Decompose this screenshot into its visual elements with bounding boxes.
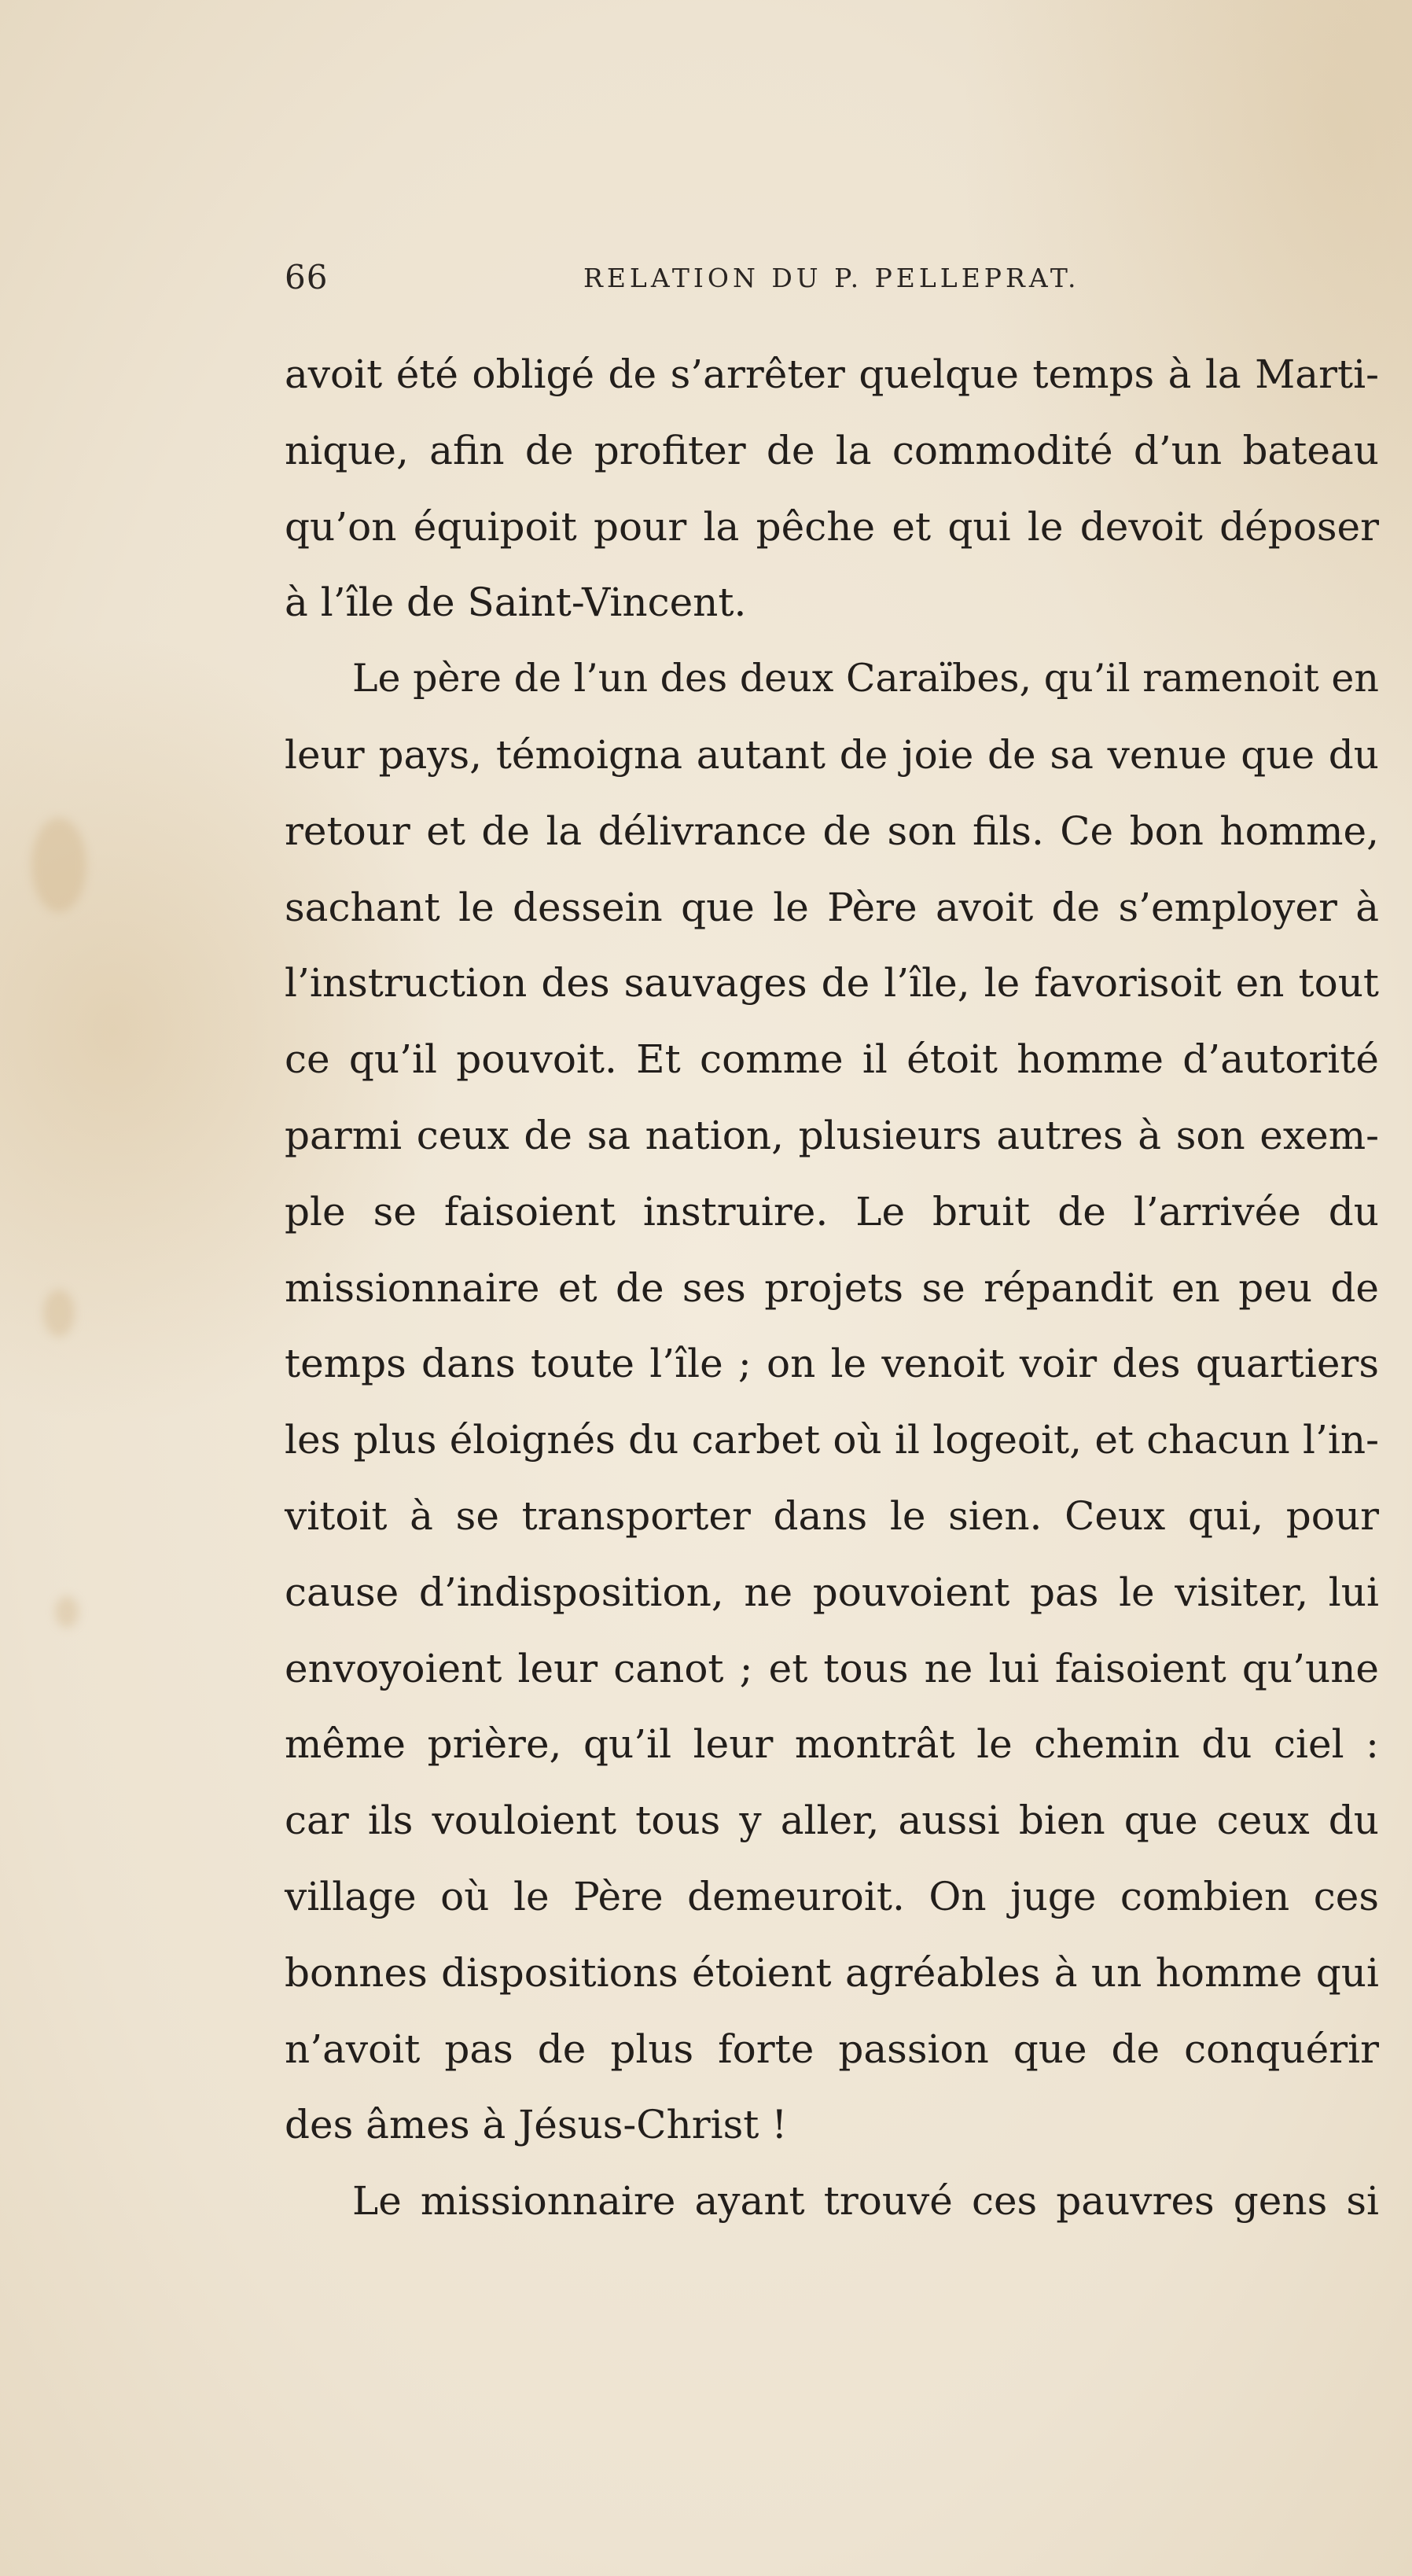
- text-line: à l’île de Saint-Vincent.: [285, 580, 747, 626]
- text-line: même prière, qu’il leur montrât le chemin du ciel :: [285, 1721, 1379, 1768]
- paper-stain: [43, 1290, 75, 1337]
- text-line: les plus éloignés du carbet où il logeoit, et chacun l’in-: [285, 1417, 1379, 1463]
- text-line: village où le Père demeuroit. On juge combien ces: [285, 1873, 1379, 1919]
- text-line: vitoit à se transporter dans le sien. Ceux qui, pour: [285, 1492, 1379, 1539]
- text-line: des âmes à Jésus-Christ !: [285, 2102, 788, 2148]
- text-line: parmi ceux de sa nation, plusieurs autres à son exem-: [285, 1112, 1379, 1158]
- body-text: [285, 337, 1379, 2239]
- running-title: RELATION DU P. PELLEPRAT.: [583, 263, 1080, 293]
- text-line: qu’on équipoit pour la pêche et qui le devoit déposer: [285, 503, 1379, 550]
- text-line: nique, afin de profiter de la commodité d’un bateau: [285, 427, 1379, 473]
- text-line: l’instruction des sauvages de l’île, le favorisoit en tout: [285, 960, 1379, 1006]
- paper-stain: [31, 818, 86, 912]
- text-line: car ils vouloient tous y aller, aussi bien que ceux du: [285, 1798, 1379, 1844]
- text-line: leur pays, témoigna autant de joie de sa venue que du: [285, 731, 1379, 778]
- paragraph-start-line: Le missionnaire ayant trouvé ces pauvres gens si: [352, 2178, 1379, 2225]
- text-line: ple se faisoient instruire. Le bruit de l’arrivée du: [285, 1188, 1379, 1235]
- paragraph-start-line: Le père de l’un des deux Caraïbes, qu’il ramenoit en: [352, 656, 1379, 701]
- text-line: sachant le dessein que le Père avoit de s’employer à: [285, 884, 1379, 930]
- text-line: temps dans toute l’île ; on le venoit voir des quartiers: [285, 1341, 1379, 1387]
- text-line: retour et de la délivrance de son fils. Ce bon homme,: [285, 808, 1379, 854]
- text-line: missionnaire et de ses projets se répandit en peu de: [285, 1264, 1379, 1311]
- text-line: avoit été obligé de s’arrêter quelque temps à la Marti-: [285, 351, 1379, 397]
- text-line: cause d’indisposition, ne pouvoient pas le visiter, lui: [285, 1569, 1379, 1615]
- page-number: 66: [285, 258, 329, 296]
- text-line: bonnes dispositions étoient agréables à un homme qui: [285, 1949, 1379, 1996]
- text-line: ce qu’il pouvoit. Et comme il étoit homme d’autorité: [285, 1036, 1379, 1083]
- page-header: [285, 258, 1149, 305]
- text-line: n’avoit pas de plus forte passion que de conquérir: [285, 2026, 1379, 2072]
- text-line: envoyoient leur canot ; et tous ne lui faisoient qu’une: [285, 1645, 1379, 1691]
- paper-stain: [55, 1596, 79, 1628]
